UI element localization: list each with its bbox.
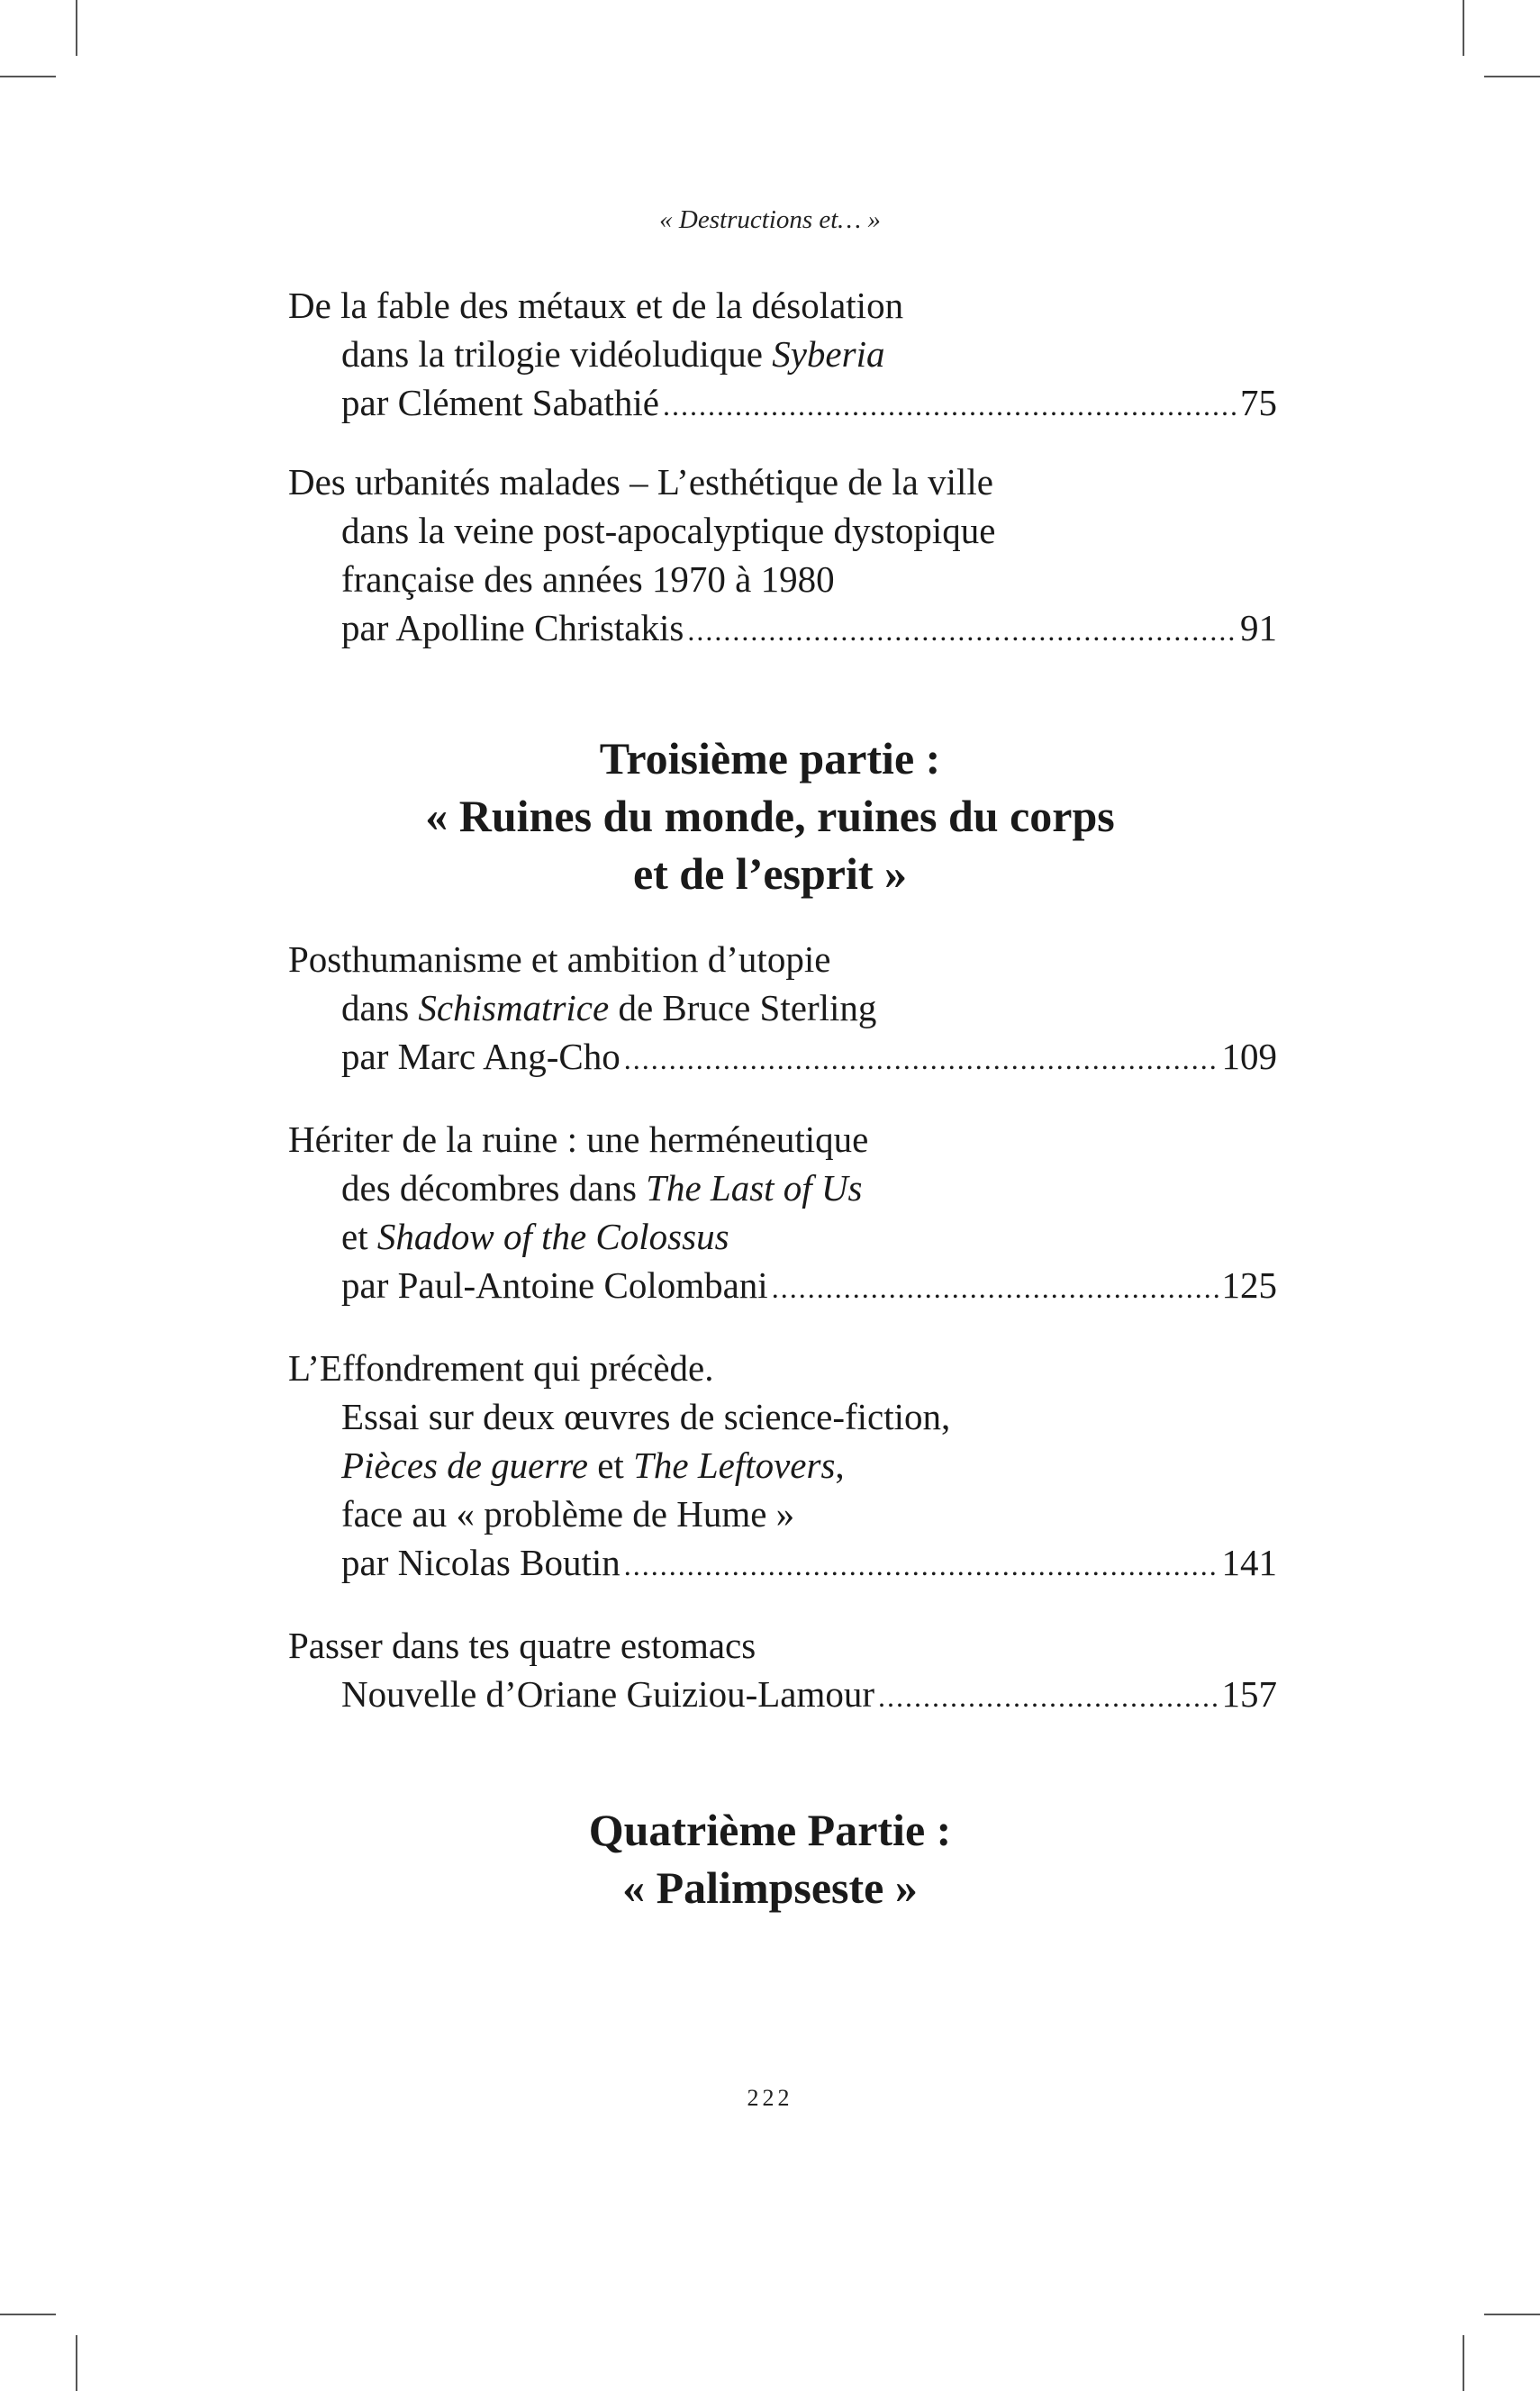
entry-page-number: 125 bbox=[1221, 1264, 1277, 1306]
entry-author-line bbox=[288, 1670, 1277, 1721]
entry-title-continuation bbox=[288, 506, 1277, 555]
entry-text-segment: des décombres dans bbox=[341, 1167, 647, 1209]
entry-text-segment: Syberia bbox=[772, 333, 885, 375]
entry-title bbox=[288, 457, 1277, 506]
entry-page-number: 157 bbox=[1221, 1673, 1277, 1715]
entry-title-continuation bbox=[288, 555, 1277, 603]
dot-leader bbox=[772, 1263, 1218, 1312]
entry-title bbox=[288, 935, 1277, 983]
entry-author-line bbox=[288, 603, 1277, 655]
dot-leader bbox=[687, 606, 1237, 655]
crop-mark bbox=[1484, 2314, 1540, 2315]
entry-author-line bbox=[288, 1538, 1277, 1589]
part-3-title bbox=[0, 729, 1540, 902]
entry-author-line bbox=[288, 1032, 1277, 1083]
entry-text-segment: Hériter de la ruine : une herméneutique bbox=[288, 1119, 869, 1160]
entry-title bbox=[288, 281, 1277, 330]
toc-entry[interactable] bbox=[288, 1621, 1277, 1721]
crop-mark bbox=[1484, 76, 1540, 77]
entry-text-segment: The Leftovers bbox=[633, 1445, 836, 1486]
entry-text-segment: française des années 1970 à 1980 bbox=[341, 558, 835, 600]
entry-text-segment: dans la veine post-apocalyptique dystopique bbox=[341, 510, 996, 551]
entry-text-segment: par Paul-Antoine Colombani bbox=[341, 1264, 768, 1306]
crop-mark bbox=[0, 2314, 56, 2315]
part-4-title bbox=[0, 1801, 1540, 1916]
running-head: « Destructions et… » bbox=[659, 205, 881, 234]
entry-text-segment: Des urbanités malades – L’esthétique de la ville bbox=[288, 461, 993, 503]
entry-text-segment: par Clément Sabathié bbox=[341, 382, 659, 423]
entry-page-number: 91 bbox=[1240, 607, 1277, 648]
entry-title-continuation bbox=[288, 983, 1277, 1032]
part-4-title-line: Quatrième Partie : bbox=[588, 1805, 952, 1855]
entry-text-segment: de Bruce Sterling bbox=[609, 987, 877, 1028]
entry-text-segment: dans la trilogie vidéoludique bbox=[341, 333, 773, 375]
page-number: 222 bbox=[747, 2085, 793, 2111]
entry-page-number: 75 bbox=[1240, 382, 1277, 423]
part-3-title-line: Troisième partie : bbox=[599, 733, 941, 783]
entry-text-segment: dans bbox=[341, 987, 419, 1028]
toc-entry[interactable] bbox=[288, 281, 1277, 430]
entry-text-segment: par Marc Ang-Cho bbox=[341, 1036, 621, 1077]
entry-author bbox=[341, 1261, 768, 1309]
toc-entry[interactable] bbox=[288, 1344, 1277, 1589]
entry-title bbox=[288, 1621, 1277, 1670]
entry-text-segment: De la fable des métaux et de la désolation bbox=[288, 285, 904, 326]
toc-entry[interactable] bbox=[288, 457, 1277, 655]
entry-title-continuation bbox=[288, 1212, 1277, 1261]
entry-text-segment: et bbox=[341, 1216, 377, 1257]
crop-mark bbox=[0, 76, 56, 77]
toc-entry[interactable] bbox=[288, 935, 1277, 1083]
entry-title-continuation bbox=[288, 330, 1277, 378]
toc-entry[interactable] bbox=[288, 1115, 1277, 1312]
entry-author bbox=[341, 1670, 874, 1718]
entry-title-continuation bbox=[288, 1441, 1277, 1490]
part-4-title-line: « Palimpseste » bbox=[622, 1862, 918, 1913]
entry-title-continuation bbox=[288, 1490, 1277, 1538]
entry-text-segment: , bbox=[835, 1445, 845, 1486]
entry-author bbox=[341, 603, 684, 652]
entry-text-segment: The Last of Us bbox=[646, 1167, 863, 1209]
part-3-title-line: « Ruines du monde, ruines du corps bbox=[425, 791, 1115, 841]
entry-text-segment: Schismatrice bbox=[418, 987, 610, 1028]
entry-title-continuation bbox=[288, 1392, 1277, 1441]
crop-mark bbox=[1463, 0, 1464, 56]
part-3-title-line: et de l’esprit » bbox=[632, 848, 908, 899]
entry-page-number: 109 bbox=[1221, 1036, 1277, 1077]
entry-text-segment: Passer dans tes quatre estomacs bbox=[288, 1625, 756, 1666]
entry-text-segment: L’Effondrement qui précède. bbox=[288, 1347, 714, 1389]
crop-mark bbox=[76, 2335, 77, 2391]
entry-text-segment: par Nicolas Boutin bbox=[341, 1542, 621, 1583]
dot-leader bbox=[663, 381, 1237, 430]
entry-text-segment: Posthumanisme et ambition d’utopie bbox=[288, 938, 831, 980]
entry-author bbox=[341, 1032, 621, 1081]
dot-leader bbox=[624, 1035, 1218, 1083]
entry-author bbox=[341, 1538, 621, 1587]
crop-mark bbox=[1463, 2335, 1464, 2391]
entry-author-line bbox=[288, 378, 1277, 430]
entry-title bbox=[288, 1115, 1277, 1164]
dot-leader bbox=[878, 1672, 1218, 1721]
entry-title bbox=[288, 1344, 1277, 1392]
entry-page-number: 141 bbox=[1221, 1542, 1277, 1583]
entry-text-segment: Essai sur deux œuvres de science-fiction, bbox=[341, 1396, 951, 1437]
entry-text-segment: par Apolline Christakis bbox=[341, 607, 684, 648]
entry-text-segment: Nouvelle d’Oriane Guiziou-Lamour bbox=[341, 1673, 875, 1715]
entry-text-segment: face au « problème de Hume » bbox=[341, 1493, 795, 1535]
crop-mark bbox=[76, 0, 77, 56]
dot-leader bbox=[624, 1541, 1218, 1589]
entry-author bbox=[341, 378, 659, 427]
entry-title-continuation bbox=[288, 1164, 1277, 1212]
entry-text-segment: Shadow of the Colossus bbox=[376, 1216, 729, 1257]
entry-author-line bbox=[288, 1261, 1277, 1312]
entry-text-segment: et bbox=[587, 1445, 634, 1486]
entry-text-segment: Pièces de guerre bbox=[341, 1445, 588, 1486]
